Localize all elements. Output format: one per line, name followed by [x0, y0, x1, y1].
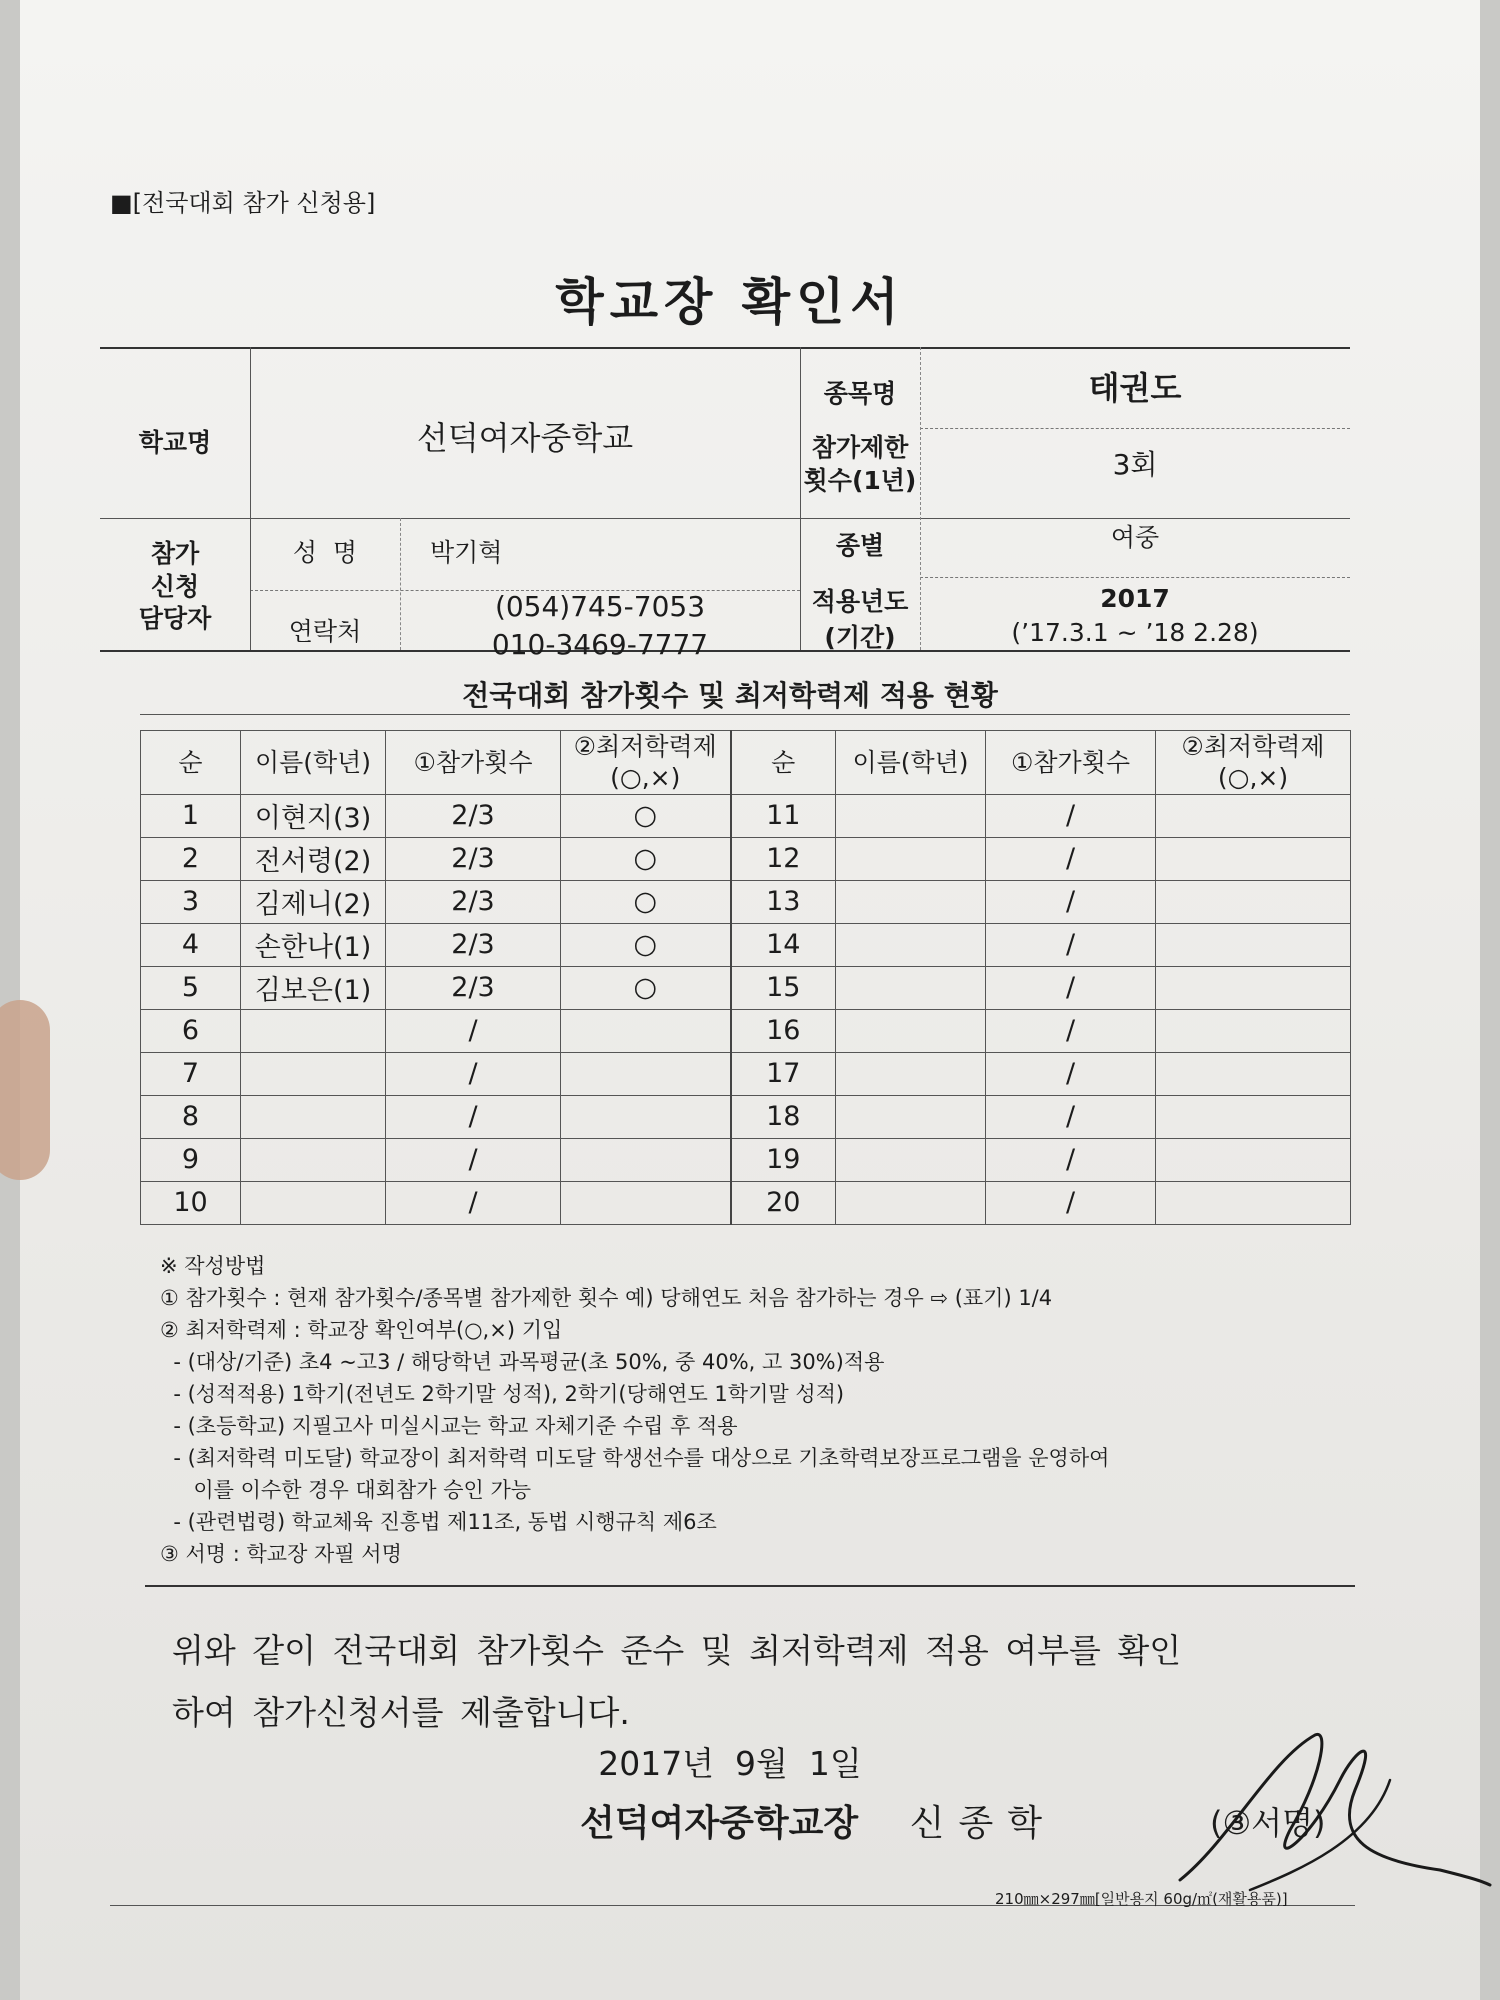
- row-no-2: 19: [731, 1138, 836, 1181]
- row-count: 2/3: [386, 794, 561, 837]
- row-name: 이현지(3): [241, 794, 386, 837]
- info-dash-rule-2: [920, 577, 1350, 578]
- header-min-2: [1156, 731, 1351, 795]
- row-count-2: /: [986, 1052, 1156, 1095]
- row-count-2: /: [986, 1138, 1156, 1181]
- header-no: 순: [141, 731, 241, 795]
- row-no: 4: [141, 923, 241, 966]
- row-count: 2/3: [386, 923, 561, 966]
- status-title-rule: [140, 714, 1350, 715]
- row-no: 1: [141, 794, 241, 837]
- header-min-line-2: (○,×): [610, 763, 681, 793]
- year-label-line-1: 적용년도: [811, 587, 909, 616]
- note-line: - (초등학교) 지필고사 미실시교는 학교 자체기준 수립 후 적용: [160, 1414, 738, 1438]
- paper-spec: 210㎜×297㎜[일반용지 60g/㎡(재활용품)]: [995, 1890, 1288, 1908]
- thumb: [0, 1000, 50, 1180]
- status-title: 전국대회 참가횟수 및 최저학력제 적용 현황: [462, 679, 998, 712]
- period-value: (’17.3.1 ~ ’18 2.28): [1011, 618, 1259, 647]
- row-min: ○: [561, 837, 731, 880]
- row-name: [241, 1181, 386, 1224]
- row-name-2: [836, 923, 986, 966]
- limit-label: [800, 432, 920, 497]
- row-name: [241, 1052, 386, 1095]
- category-label: 종별: [835, 531, 885, 560]
- row-count: 2/3: [386, 837, 561, 880]
- row-name-2: [836, 1181, 986, 1224]
- row-no: 8: [141, 1095, 241, 1138]
- info-top-rule: [100, 347, 1350, 349]
- note-line: - (성적적용) 1학기(전년도 2학기말 성적), 2학기(당해연도 1학기말 성적): [160, 1382, 845, 1406]
- row-name-2: [836, 880, 986, 923]
- row-no-2: 17: [731, 1052, 836, 1095]
- row-min: ○: [561, 966, 731, 1009]
- applicant-label-line-2: 신청: [150, 571, 200, 601]
- header-name-2: 이름(학년): [836, 731, 986, 795]
- header-min-2-line-2: (○,×): [1217, 763, 1289, 793]
- row-count: /: [386, 1052, 561, 1095]
- row-count: /: [386, 1095, 561, 1138]
- phone-2: 010-3469-7777: [491, 628, 709, 661]
- school-label: 학교명: [138, 428, 212, 457]
- row-min: ○: [561, 794, 731, 837]
- row-no: 9: [141, 1138, 241, 1181]
- year-label-line-2: (기간): [824, 623, 896, 652]
- header-tag: ■[전국대회 참가 신청용]: [110, 189, 376, 217]
- row-count: /: [386, 1009, 561, 1052]
- row-min: ○: [561, 880, 731, 923]
- row-min-2: [1156, 1095, 1351, 1138]
- document-title: 학교장 확인서: [555, 273, 905, 331]
- row-no-2: 12: [731, 837, 836, 880]
- row-count-2: /: [986, 966, 1156, 1009]
- row-count-2: /: [986, 794, 1156, 837]
- note-line: - (관련법령) 학교체육 진흥법 제11조, 동법 시행규칙 제6조: [160, 1510, 717, 1534]
- handwritten-signature: [1140, 1720, 1500, 1900]
- applicant-label-line-1: 참가: [150, 539, 200, 568]
- table-row: [141, 1095, 1351, 1138]
- note-line: ② 최저학력제 : 학교장 확인여부(○,×) 기입: [160, 1318, 563, 1342]
- row-no-2: 11: [731, 794, 836, 837]
- row-count-2: /: [986, 880, 1156, 923]
- row-min: [561, 1095, 731, 1138]
- note-line: ① 참가횟수 : 현재 참가횟수/종목별 참가제한 횟수 예) 당해연도 처음 참가하는 경우 ⇨ (표기) 1/4: [160, 1286, 1053, 1310]
- row-min-2: [1156, 1052, 1351, 1095]
- sport-label: 종목명: [823, 379, 897, 408]
- header-min-2-line-1: ②최저학력제: [1181, 732, 1325, 761]
- row-no-2: 18: [731, 1095, 836, 1138]
- note-line: ③ 서명 : 학교장 자필 서명: [160, 1542, 402, 1566]
- instructions: [160, 1250, 1109, 1570]
- limit-value: 3회: [1112, 448, 1158, 481]
- row-no-2: 16: [731, 1009, 836, 1052]
- row-name: [241, 1138, 386, 1181]
- table-row: [141, 837, 1351, 880]
- applicant-label: [100, 538, 250, 636]
- signature-label: (③서명): [1210, 1804, 1326, 1842]
- row-name-2: [836, 1138, 986, 1181]
- row-no-2: 13: [731, 880, 836, 923]
- row-name-2: [836, 966, 986, 1009]
- name-value: 박기혁: [430, 538, 503, 567]
- row-no-2: 14: [731, 923, 836, 966]
- row-name-2: [836, 837, 986, 880]
- document-page: [20, 0, 1480, 2000]
- notes-bottom-rule: [145, 1585, 1355, 1587]
- confirmation-line-2: 하여 참가신청서를 제출합니다.: [172, 1693, 630, 1732]
- row-min: [561, 1052, 731, 1095]
- header-count: ①참가횟수: [386, 731, 561, 795]
- table-row: [141, 1052, 1351, 1095]
- contact-label: 연락처: [288, 617, 362, 646]
- row-min-2: [1156, 837, 1351, 880]
- status-table: [140, 730, 1351, 1225]
- row-name: 전서령(2): [241, 837, 386, 880]
- row-no: 3: [141, 880, 241, 923]
- header-no-2: 순: [731, 731, 836, 795]
- confirmation-text: [172, 1620, 1181, 1744]
- row-no-2: 15: [731, 966, 836, 1009]
- row-name: [241, 1009, 386, 1052]
- header-min: [561, 731, 731, 795]
- row-min-2: [1156, 1181, 1351, 1224]
- signer-school: 선덕여자중학교장: [580, 1803, 859, 1844]
- row-name-2: [836, 1052, 986, 1095]
- row-min: [561, 1181, 731, 1224]
- row-no: 2: [141, 837, 241, 880]
- note-line: - (최저학력 미도달) 학교장이 최저학력 미도달 학생선수를 대상으로 기초학력보장프로그램을 운영하여: [160, 1446, 1110, 1470]
- year-value: 2017: [1100, 584, 1170, 613]
- table-row: [141, 794, 1351, 837]
- header-count-2: ①참가횟수: [986, 731, 1156, 795]
- signer: [580, 1795, 1056, 1846]
- row-count: 2/3: [386, 880, 561, 923]
- note-line: ※ 작성방법: [160, 1254, 266, 1278]
- year-label: [800, 584, 920, 656]
- row-name-2: [836, 1095, 986, 1138]
- row-name: 김제니(2): [241, 880, 386, 923]
- row-name: 손한나(1): [241, 923, 386, 966]
- info-mid-rule: [100, 518, 1350, 519]
- row-name: [241, 1095, 386, 1138]
- row-count-2: /: [986, 1009, 1156, 1052]
- row-count-2: /: [986, 837, 1156, 880]
- row-min: ○: [561, 923, 731, 966]
- note-line: 이를 이수한 경우 대회참가 승인 가능: [160, 1478, 532, 1502]
- row-min-2: [1156, 880, 1351, 923]
- row-count-2: /: [986, 1181, 1156, 1224]
- row-name-2: [836, 794, 986, 837]
- category-value: 여중: [1110, 523, 1160, 552]
- row-min-2: [1156, 966, 1351, 1009]
- status-table-header: [141, 731, 1351, 795]
- signer-name: 신종학: [909, 1803, 1056, 1844]
- confirmation-line-1: 위와 같이 전국대회 참가횟수 준수 및 최저학력제 적용 여부를 확인: [172, 1631, 1182, 1670]
- row-no: 10: [141, 1181, 241, 1224]
- row-min-2: [1156, 923, 1351, 966]
- limit-label-line-1: 참가제한: [811, 433, 909, 462]
- table-row: [141, 923, 1351, 966]
- table-row: [141, 1138, 1351, 1181]
- row-count-2: /: [986, 923, 1156, 966]
- applicant-label-line-3: 담당자: [138, 604, 212, 633]
- phone-1: (054)745-7053: [494, 590, 706, 623]
- row-min-2: [1156, 1138, 1351, 1181]
- name-label: 성 명: [292, 538, 358, 567]
- row-name-2: [836, 1009, 986, 1052]
- school-name: 선덕여자중학교: [416, 419, 634, 457]
- limit-label-line-2: 횟수(1년): [803, 465, 917, 495]
- table-row: [141, 1181, 1351, 1224]
- note-line: - (대상/기준) 초4 ~고3 / 해당학년 과목평균(초 50%, 중 40%, 고 30%)적용: [160, 1350, 885, 1374]
- row-min-2: [1156, 794, 1351, 837]
- header-min-line-1: ②최저학력제: [573, 732, 717, 761]
- row-min-2: [1156, 1009, 1351, 1052]
- row-count: /: [386, 1181, 561, 1224]
- table-row: [141, 880, 1351, 923]
- issue-date: 2017년 9월 1일: [598, 1744, 862, 1783]
- row-min: [561, 1009, 731, 1052]
- info-dash-rule-1: [920, 428, 1350, 429]
- row-count-2: /: [986, 1095, 1156, 1138]
- row-count: /: [386, 1138, 561, 1181]
- year-value-block: [920, 582, 1350, 650]
- info-col-line-1: [250, 347, 251, 650]
- row-name: 김보은(1): [241, 966, 386, 1009]
- table-row: [141, 1009, 1351, 1052]
- row-no: 7: [141, 1052, 241, 1095]
- row-no: 6: [141, 1009, 241, 1052]
- row-count: 2/3: [386, 966, 561, 1009]
- sport-value: 태권도: [1088, 369, 1182, 407]
- contact-value: [400, 588, 800, 664]
- header-name: 이름(학년): [241, 731, 386, 795]
- table-row: [141, 966, 1351, 1009]
- row-no-2: 20: [731, 1181, 836, 1224]
- row-no: 5: [141, 966, 241, 1009]
- row-min: [561, 1138, 731, 1181]
